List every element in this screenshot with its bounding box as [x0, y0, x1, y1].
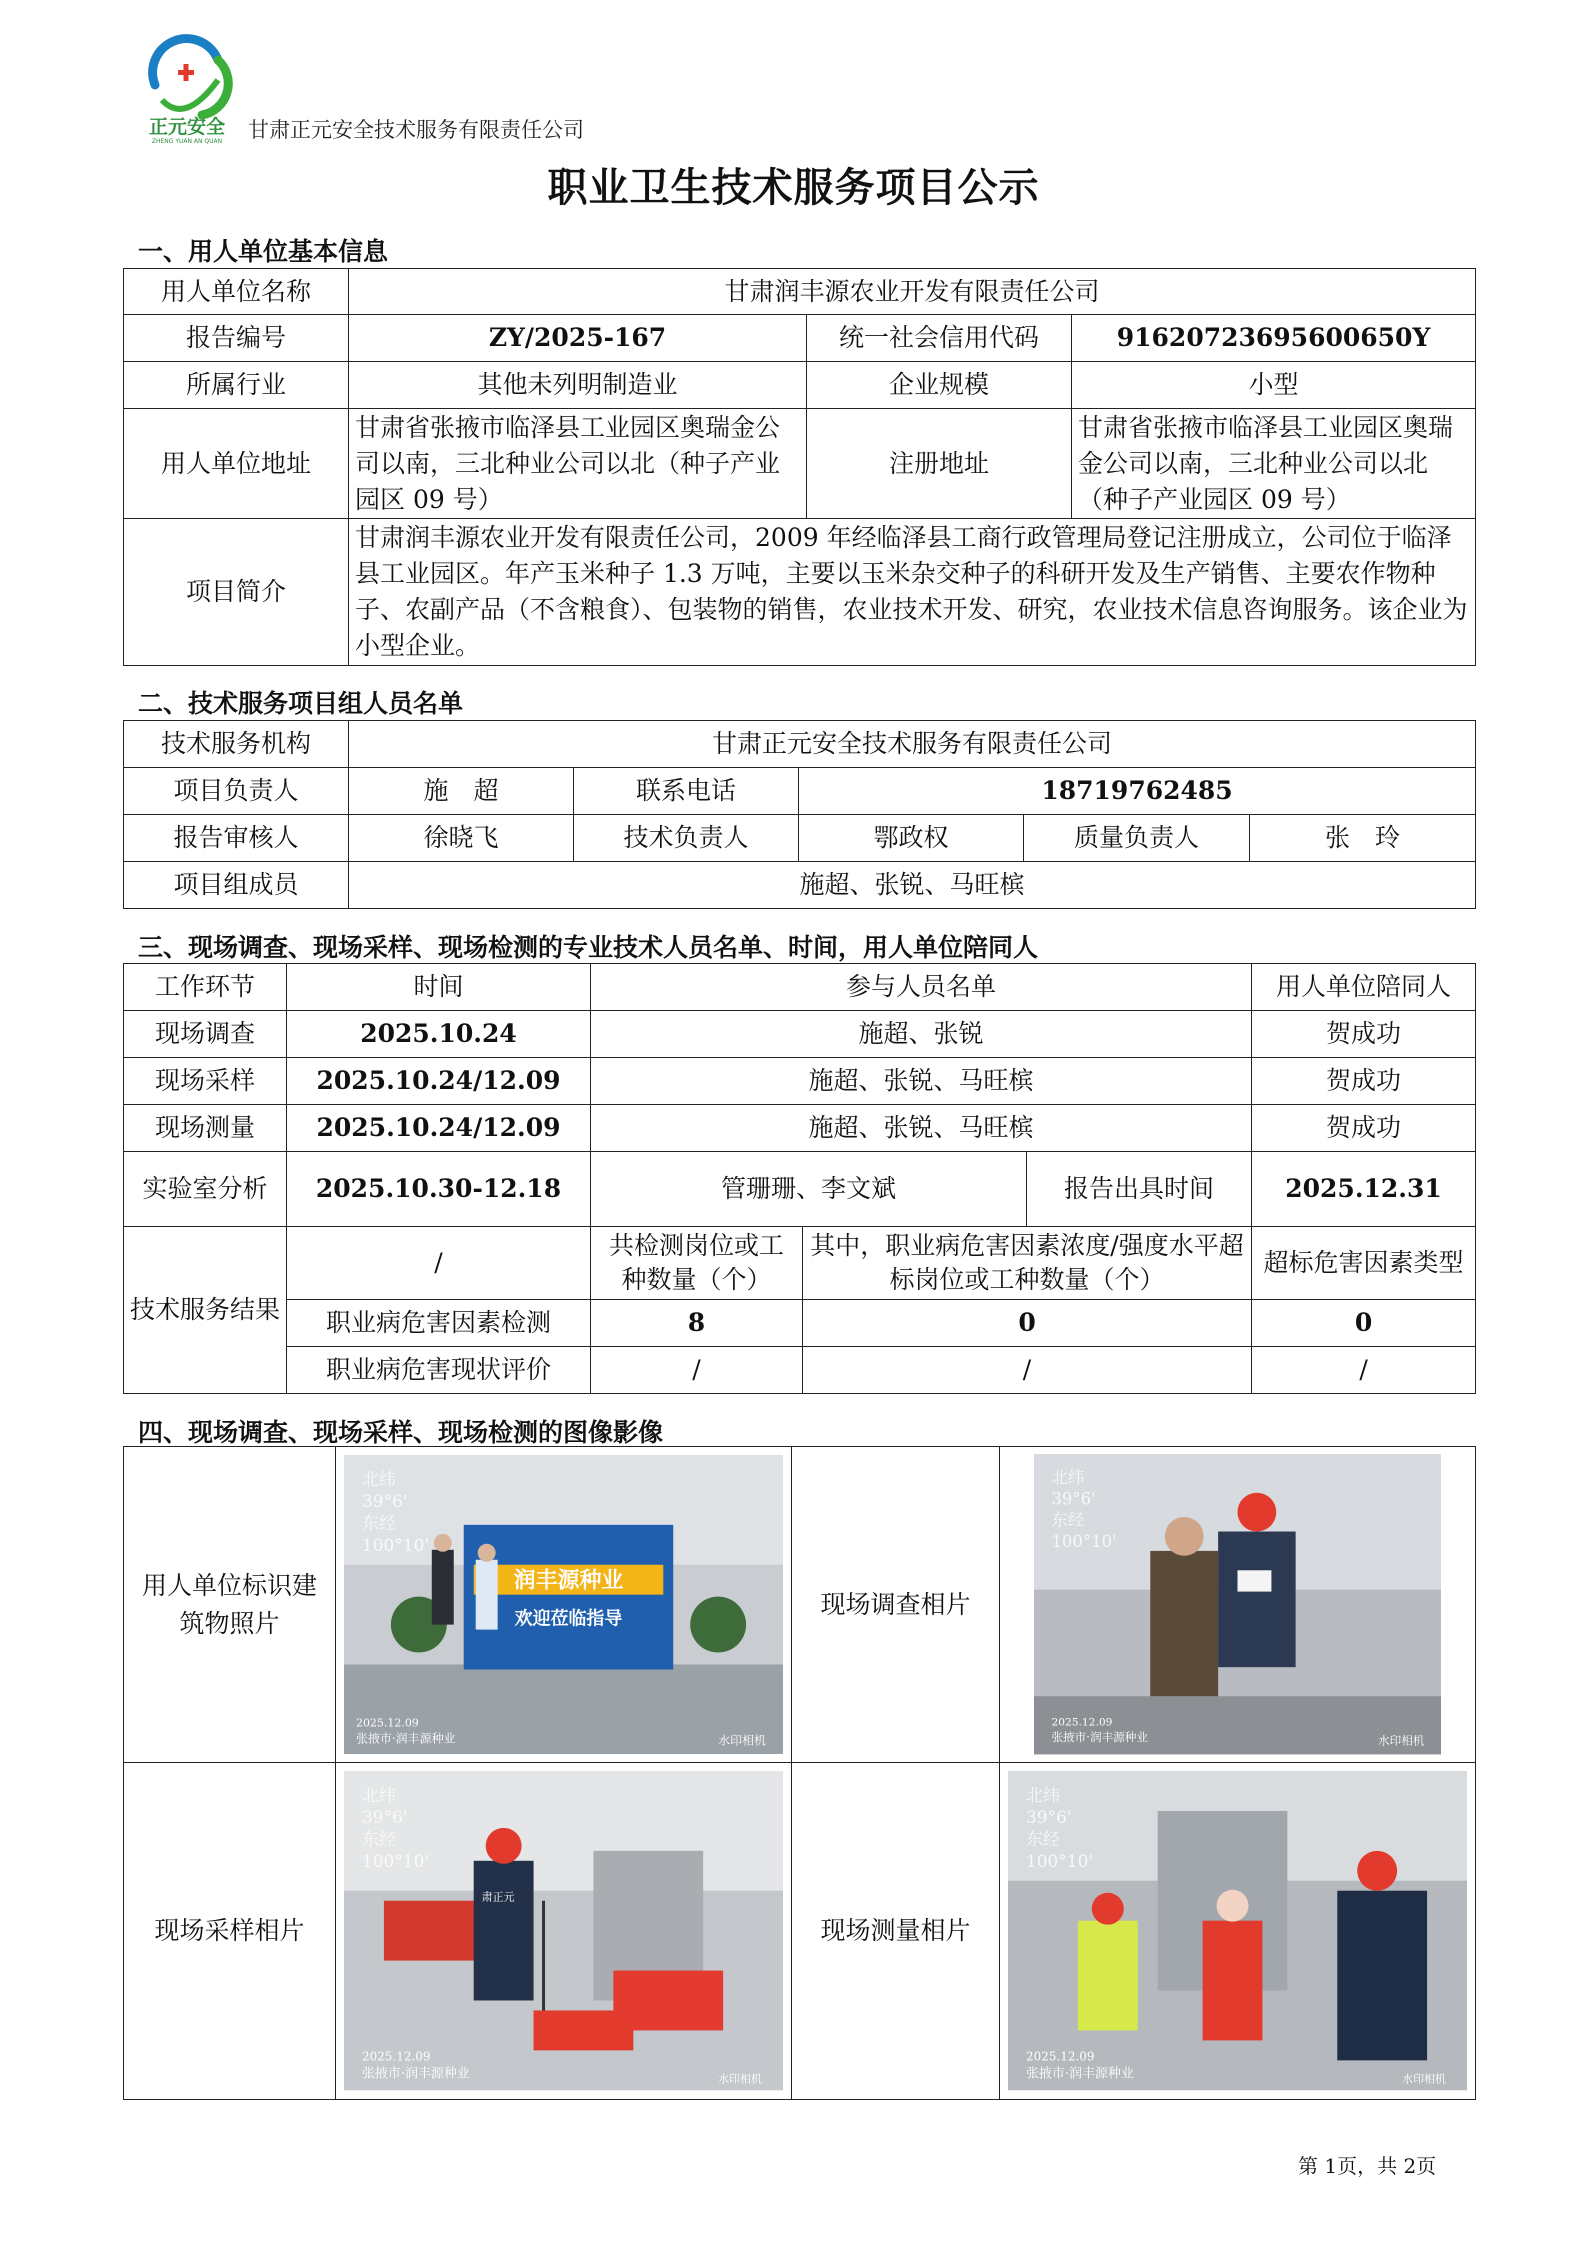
wm-lon: 东经 — [1051, 1511, 1085, 1531]
scale-label: 企业规模 — [807, 362, 1072, 409]
wm-lon-val: 100°10' — [361, 1534, 430, 1555]
section-2-heading: 二、技术服务项目组人员名单 — [138, 689, 464, 718]
vest-text: 肃正元 — [481, 1891, 515, 1905]
leader-label: 项目负责人 — [124, 768, 349, 815]
result-slash-cell: / — [287, 1227, 591, 1300]
stage-cell: 现场调查 — [124, 1011, 287, 1058]
photo-building-cell — [336, 1447, 792, 1763]
logo-text: 正元安全 — [148, 116, 226, 138]
company-logo-icon — [140, 30, 235, 145]
escort-cell: 贺成功 — [1252, 1058, 1476, 1105]
wm-date: 2025.12.09 — [355, 1716, 419, 1730]
photo-table — [123, 1446, 1476, 2100]
wm-lat-val: 39°6' — [361, 1490, 408, 1511]
company-name: 甘肃正元安全技术服务有限责任公司 — [248, 118, 584, 142]
credit-code-label: 统一社会信用代码 — [807, 315, 1072, 362]
lab-time-cell: 2025.10.30-12.18 — [287, 1152, 591, 1227]
reviewer-label: 报告审核人 — [124, 815, 349, 862]
stage-cell: 现场采样 — [124, 1058, 287, 1105]
type-header: 超标危害因素类型 — [1252, 1227, 1476, 1300]
wm-lat: 北纬 — [1051, 1468, 1085, 1488]
lab-stage-cell: 实验室分析 — [124, 1152, 287, 1227]
org-value: 甘肃正元安全技术服务有限责任公司 — [349, 721, 1476, 768]
exceed-header: 其中，职业病危害因素浓度/强度水平超标岗位或工种数量（个） — [803, 1227, 1252, 1300]
wm-lon: 东经 — [361, 1829, 396, 1850]
people-cell: 施超、张锐、马旺槟 — [591, 1105, 1252, 1152]
r1-total: 8 — [591, 1300, 803, 1347]
escort-cell: 贺成功 — [1252, 1105, 1476, 1152]
wm-app: 水印相机 — [1378, 1734, 1425, 1749]
unit-info-table — [123, 268, 1476, 666]
wm-place: 张掖市·润丰源种业 — [355, 1731, 456, 1746]
photo-1-label: 用人单位标识建筑物照片 — [124, 1447, 336, 1763]
phone-label: 联系电话 — [574, 768, 799, 815]
wm-lon: 东经 — [361, 1512, 396, 1533]
col-stage-header: 工作环节 — [124, 964, 287, 1011]
members-value: 施超、张锐、马旺槟 — [349, 862, 1476, 909]
phone-value: 18719762485 — [799, 768, 1476, 815]
survey-photo — [1034, 1454, 1441, 1754]
unit-name-value: 甘肃润丰源农业开发有限责任公司 — [349, 269, 1476, 315]
sampling-photo — [344, 1771, 783, 2090]
fieldwork-table — [123, 963, 1476, 1394]
wm-lat-val: 39°6' — [361, 1807, 408, 1828]
report-no-value: ZY/2025-167 — [349, 315, 807, 362]
photo-measure-cell — [1000, 1763, 1476, 2099]
document-title: 职业卫生技术服务项目公示 — [547, 164, 1040, 211]
report-time-value: 2025.12.31 — [1252, 1152, 1476, 1227]
time-cell: 2025.10.24/12.09 — [287, 1058, 591, 1105]
page-number: 第 1页，共 2页 — [1298, 2154, 1437, 2178]
address-label: 用人单位地址 — [124, 409, 349, 519]
team-table — [123, 720, 1476, 909]
industry-label: 所属行业 — [124, 362, 349, 409]
tech-label: 技术负责人 — [574, 815, 799, 862]
org-label: 技术服务机构 — [124, 721, 349, 768]
time-cell: 2025.10.24 — [287, 1011, 591, 1058]
r1-type: 0 — [1252, 1300, 1476, 1347]
scale-value: 小型 — [1072, 362, 1476, 409]
r1-label: 职业病危害因素检测 — [287, 1300, 591, 1347]
time-cell: 2025.10.24/12.09 — [287, 1105, 591, 1152]
wm-place: 张掖市·润丰源种业 — [1051, 1730, 1149, 1745]
r2-label: 职业病危害现状评价 — [287, 1347, 591, 1394]
wm-place: 张掖市·润丰源种业 — [361, 2066, 470, 2082]
lab-people-cell: 管珊珊、李文斌 — [591, 1152, 1027, 1227]
building-sign-photo — [344, 1455, 783, 1754]
wm-lon-val: 100°10' — [361, 1851, 430, 1872]
intro-value: 甘肃润丰源农业开发有限责任公司，2009 年经临泽县工商行政管理局登记注册成立，公司位于临泽县工业园区。年产玉米种子 1.3 万吨，主要以玉米杂交种子的科研开发及生产销售、主要农作物种子、农副产品（不含粮食）、包装物的销售，农业技术开发、研究，农业技术信息咨询服务。该企业为小型企业。 — [349, 519, 1476, 666]
escort-cell: 贺成功 — [1252, 1011, 1476, 1058]
unit-name-label: 用人单位名称 — [124, 269, 349, 315]
reg-address-label: 注册地址 — [807, 409, 1072, 519]
report-no-label: 报告编号 — [124, 315, 349, 362]
wm-lat-val: 39°6' — [1051, 1489, 1096, 1509]
wm-lon-val: 100°10' — [1025, 1851, 1094, 1872]
wm-lat: 北纬 — [361, 1468, 396, 1489]
quality-label: 质量负责人 — [1024, 815, 1250, 862]
measurement-photo — [1008, 1771, 1467, 2090]
industry-value: 其他未列明制造业 — [349, 362, 807, 409]
section-4-heading: 四、现场调查、现场采样、现场检测的图像影像 — [138, 1418, 664, 1447]
wm-lon: 东经 — [1025, 1829, 1060, 1850]
section-1-heading: 一、用人单位基本信息 — [138, 237, 389, 266]
table-row — [124, 1011, 1476, 1058]
reg-address-value: 甘肃省张掖市临泽县工业园区奥瑞金公司以南，三北种业公司以北（种子产业园区 09 号） — [1072, 409, 1476, 519]
report-time-label: 报告出具时间 — [1027, 1152, 1252, 1227]
wm-lon-val: 100°10' — [1051, 1532, 1117, 1552]
banner-sub-text: 欢迎莅临指导 — [514, 1608, 623, 1630]
members-label: 项目组成员 — [124, 862, 349, 909]
wm-app: 水印相机 — [718, 2072, 763, 2086]
people-cell: 施超、张锐、马旺槟 — [591, 1058, 1252, 1105]
wm-date: 2025.12.09 — [1051, 1715, 1113, 1729]
r2-exceed: / — [803, 1347, 1252, 1394]
banner-main-text: 润丰源种业 — [513, 1568, 624, 1594]
leader-value: 施 超 — [349, 768, 574, 815]
r2-type: / — [1252, 1347, 1476, 1394]
table-row — [124, 1105, 1476, 1152]
logo-subtext: ZHENG YUAN AN QUAN — [151, 138, 223, 145]
reviewer-value: 徐晓飞 — [349, 815, 574, 862]
col-time-header: 时间 — [287, 964, 591, 1011]
photo-survey-cell — [1000, 1447, 1476, 1763]
tech-value: 鄂政权 — [799, 815, 1024, 862]
table-row — [124, 1058, 1476, 1105]
wm-lat: 北纬 — [1025, 1785, 1060, 1806]
wm-app: 水印相机 — [718, 1733, 767, 1748]
result-label: 技术服务结果 — [124, 1227, 287, 1394]
col-escort-header: 用人单位陪同人 — [1252, 964, 1476, 1011]
photo-3-label: 现场采样相片 — [124, 1763, 336, 2099]
photo-4-label: 现场测量相片 — [792, 1763, 1000, 2099]
photo-sampling-cell — [336, 1763, 792, 2099]
page-header — [140, 30, 840, 150]
col-people-header: 参与人员名单 — [591, 964, 1252, 1011]
address-value: 甘肃省张掖市临泽县工业园区奥瑞金公司以南，三北种业公司以北（种子产业园区 09 号） — [349, 409, 807, 519]
intro-label: 项目简介 — [124, 519, 349, 666]
section-3-heading: 三、现场调查、现场采样、现场检测的专业技术人员名单、时间，用人单位陪同人 — [138, 933, 1039, 962]
quality-value: 张 玲 — [1250, 815, 1476, 862]
wm-lat: 北纬 — [361, 1785, 396, 1806]
wm-app: 水印相机 — [1402, 2072, 1447, 2086]
r2-total: / — [591, 1347, 803, 1394]
table-row — [124, 1152, 1476, 1227]
r1-exceed: 0 — [803, 1300, 1252, 1347]
wm-date: 2025.12.09 — [361, 2049, 431, 2064]
wm-place: 张掖市·润丰源种业 — [1025, 2066, 1134, 2082]
people-cell: 施超、张锐 — [591, 1011, 1252, 1058]
stage-cell: 现场测量 — [124, 1105, 287, 1152]
photo-2-label: 现场调查相片 — [792, 1447, 1000, 1763]
credit-code-value: 91620723695600650Y — [1072, 315, 1476, 362]
wm-date: 2025.12.09 — [1025, 2049, 1095, 2064]
wm-lat-val: 39°6' — [1025, 1807, 1072, 1828]
total-header: 共检测岗位或工种数量（个） — [591, 1227, 803, 1300]
